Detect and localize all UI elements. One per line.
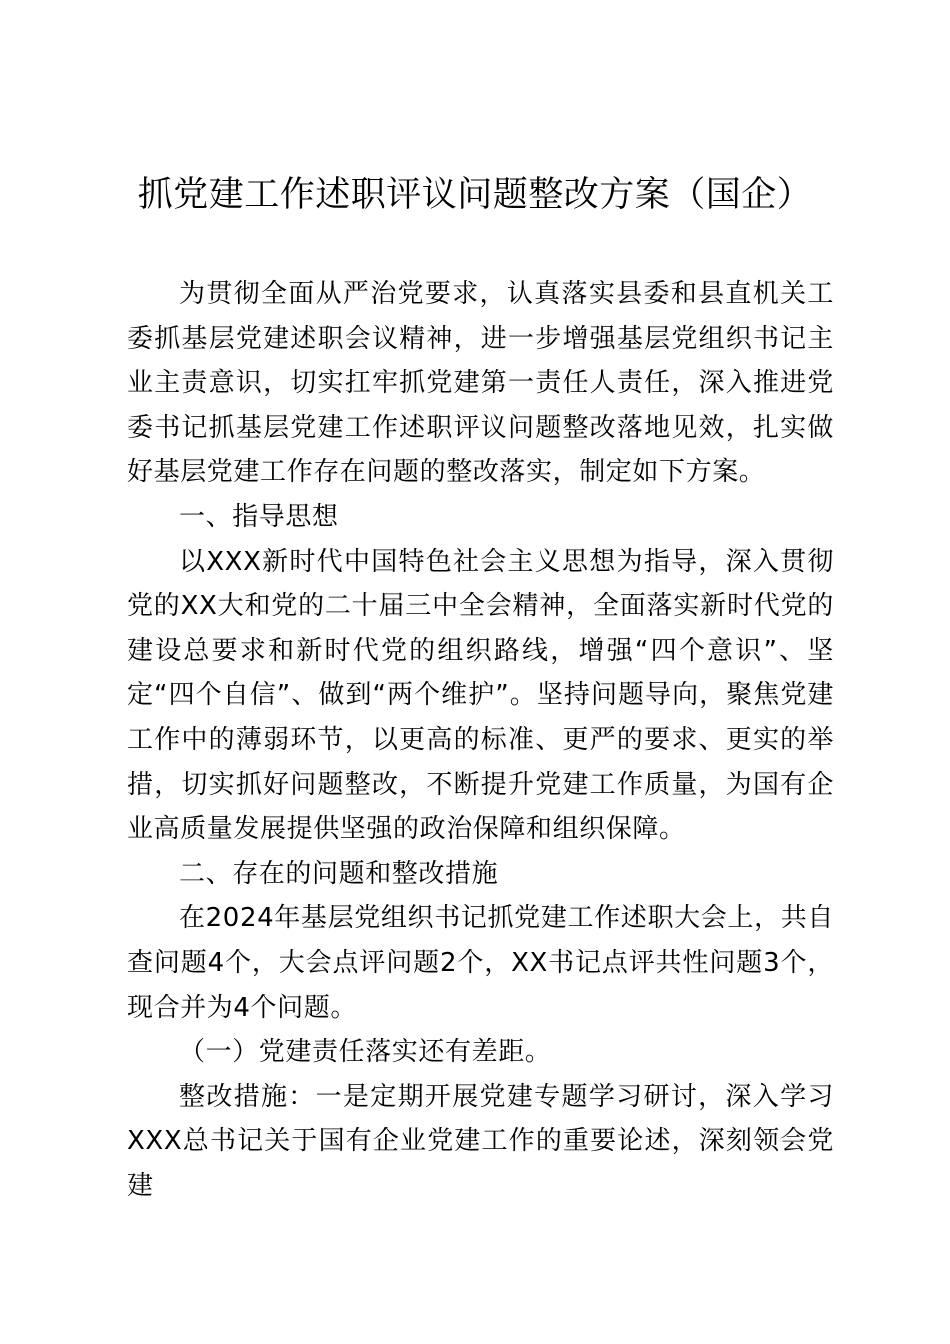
problems-summary-paragraph: 在2024年基层党组织书记抓党建工作述职大会上，共自查问题4个，大会点评问题2个，XX书记点评共性问题3个，现合并为4个问题。: [127, 903, 834, 1023]
guiding-ideology-paragraph: 以XXX新时代中国特色社会主义思想为指导，深入贯彻党的XX大和党的二十届三中全会精神，全面落实新时代党的建设总要求和新时代党的组织路线，增强“四个意识”、坚定“四个自信”、做到“两个维护”。坚持问题导向，聚焦党建工作中的薄弱环节，以更高的标准、更严的要求、更实的举措，切实抓好问题整改，不断提升党建工作质量，为国有企业高质量发展提供坚强的政治保障和组织保障。: [127, 546, 834, 845]
document-body: [127, 272, 834, 1208]
document-title: 抓党建工作述职评议问题整改方案（国企）: [137, 175, 813, 215]
subsection-heading-responsibility-gap: （一）党建责任落实还有差距。: [179, 1037, 552, 1068]
rectification-measures-paragraph: 整改措施：一是定期开展党建专题学习研讨，深入学习XXX总书记关于国有企业党建工作的重要论述，深刻领会党建: [127, 1081, 834, 1201]
section-heading-guiding-ideology: 一、指导思想: [179, 501, 339, 532]
section-heading-problems-and-measures: 二、存在的问题和整改措施: [179, 858, 499, 889]
intro-paragraph: 为贯彻全面从严治党要求，认真落实县委和县直机关工委抓基层党建述职会议精神，进一步增强基层党组织书记主业主责意识，切实扛牢抓党建第一责任人责任，深入推进党委书记抓基层党建工作述职评议问题整改落地见效，扎实做好基层党建工作存在问题的整改落实，制定如下方案。: [127, 279, 834, 488]
